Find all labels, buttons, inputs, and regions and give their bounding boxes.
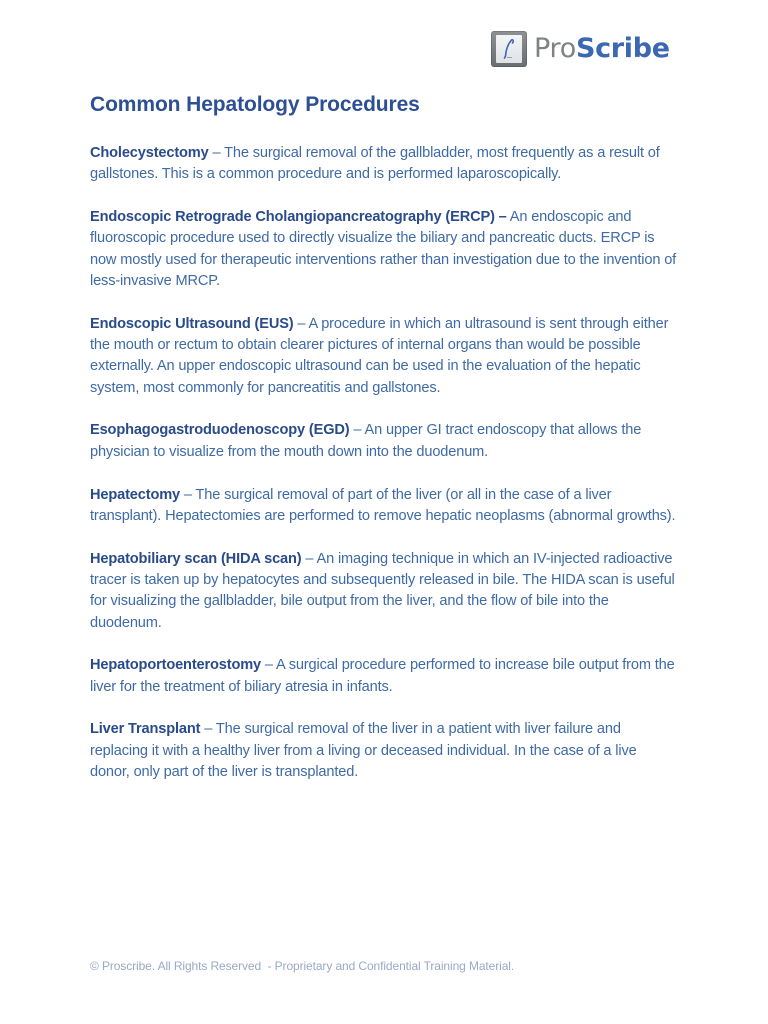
term-separator: – — [293, 315, 309, 332]
procedure-definition: An upper GI tract endoscopy that allows the physician to visualize from the mouth down into the duodenum. — [90, 422, 642, 460]
term-separator: – — [180, 486, 196, 503]
procedure-entry-hepatectomy — [90, 485, 680, 528]
procedure-definition: The surgical removal of part of the liver (or all in the case of a liver transplant). Hepatectomies are performed to remove hepatic neoplasms (abnormal growths). — [90, 486, 676, 524]
logo-text-pro: Pro — [534, 33, 576, 64]
procedure-term: Hepatectomy — [90, 486, 180, 503]
procedure-definition: The surgical removal of the gallbladder, most frequently as a result of gallstones. This is a common procedure and is performed laparoscopically. — [90, 145, 660, 183]
pen-nib-icon — [491, 31, 527, 67]
procedure-definition: An endoscopic and fluoroscopic procedure used to directly visualize the biliary and pancreatic ducts. ERCP is now mostly used for therapeutic interventions rather than investigation due to the invention of less-invasive MRCP. — [90, 209, 677, 289]
procedure-term: Liver Transplant — [90, 721, 201, 738]
procedure-list — [90, 143, 680, 805]
page-title: Common Hepatology Procedures — [90, 93, 420, 116]
term-separator: – — [261, 657, 277, 674]
procedure-entry-ercp — [90, 207, 680, 292]
logo-wordmark — [534, 31, 670, 67]
term-separator: – — [349, 422, 365, 439]
procedure-definition: A surgical procedure performed to increase bile output from the liver for the treatment of biliary atresia in infants. — [90, 657, 675, 695]
term-separator: – — [208, 145, 225, 161]
procedure-entry-egd — [90, 420, 680, 463]
procedure-entry-liver-transplant — [90, 719, 680, 783]
procedure-entry-cholecystectomy — [90, 143, 680, 186]
procedure-term: Hepatobiliary scan (HIDA scan) — [90, 550, 302, 567]
proscribe-logo — [491, 31, 670, 67]
term-separator: – — [200, 721, 216, 738]
procedure-entry-hepatoportoenterostomy — [90, 655, 680, 698]
term-separator: – — [301, 550, 317, 567]
procedure-term: Endoscopic Ultrasound (EUS) — [90, 315, 294, 332]
procedure-term: Esophagogastroduodenoscopy (EGD) — [90, 422, 350, 439]
copyright-footer: © Proscribe. All Rights Reserved - Proprietary and Confidential Training Material. — [90, 959, 515, 973]
procedure-term: Hepatoportoenterostomy — [90, 657, 262, 674]
procedure-term: Endoscopic Retrograde Cholangiopancreatography (ERCP) – — [90, 209, 507, 226]
procedure-definition: A procedure in which an ultrasound is sent through either the mouth or rectum to obtain clearer pictures of internal organs than would be possible externally. An upper endoscopic ultrasound can be used in the evaluation of the hepatic system, most commonly for pancreatitis and gallstones. — [90, 315, 669, 396]
procedure-entry-hida-scan — [90, 549, 680, 634]
procedure-definition: The surgical removal of the liver in a patient with liver failure and replacing it with a healthy liver from a living or deceased individual. In the case of a live donor, only part of the liver is transplanted. — [90, 721, 637, 781]
procedure-definition: An imaging technique in which an IV-injected radioactive tracer is taken up by hepatocytes and subsequently released in bile. The HIDA scan is useful for visualizing the gallbladder, bile output from the liver, and the flow of bile into the duodenum. — [90, 550, 675, 631]
procedure-term: Cholecystectomy — [90, 145, 209, 161]
logo-text-scribe: Scribe — [575, 33, 670, 64]
procedure-entry-eus — [90, 314, 680, 399]
